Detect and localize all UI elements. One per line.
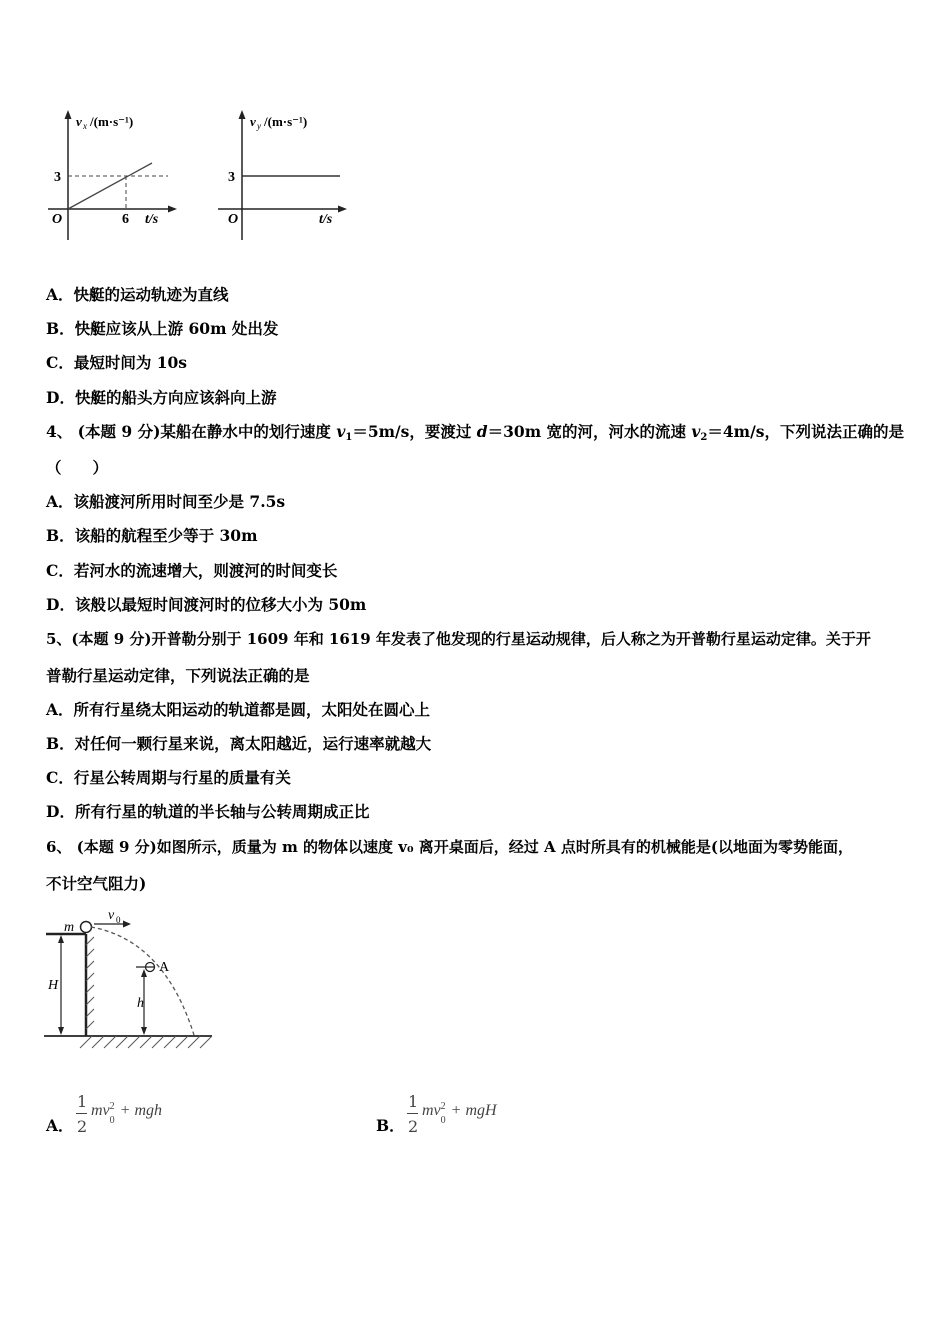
vy-origin: O <box>228 212 239 227</box>
q4-stem-b: ＝5m/s，要渡过 <box>352 422 477 441</box>
option-text: 对任何一颗行星来说，离太阳越近，运行速率就越大 <box>74 734 432 753</box>
q4-v1: v <box>336 422 346 441</box>
q4-stem-d: ＝4m/s，下列说法正确的是 <box>707 422 904 441</box>
option-letter: A． <box>46 492 74 511</box>
q4-stem-c: ＝30m 宽的河，河水的流速 <box>487 422 692 441</box>
q5-stem-line2 <box>46 666 310 686</box>
option-text: 若河水的流速增大，则渡河的时间变长 <box>73 561 338 580</box>
vx-xtick-6: 6 <box>122 212 129 227</box>
vy-label-v: v <box>250 114 256 129</box>
formula-sup: 2 <box>109 1101 115 1112</box>
option-text: 快艇的运动轨迹为直线 <box>73 285 229 304</box>
formula-tail: + mgh <box>119 1102 163 1119</box>
formula-mv: mv <box>91 1102 110 1119</box>
q6-stem-text: 6、 (本题 9 分)如图所示，质量为 m 的物体以速度 v₀ 离开桌面后，经过 A 点时所具有的机械能是(以地面为零势能面， <box>46 838 853 856</box>
option-letter: D． <box>46 802 75 821</box>
height-H-label: H <box>48 978 59 993</box>
q4-stem <box>46 422 904 448</box>
fraction-bar <box>76 1113 87 1114</box>
vx-label-sub: x <box>83 121 87 131</box>
option-letter: B． <box>46 319 75 338</box>
option-letter: B． <box>376 1116 405 1135</box>
option-letter: D． <box>46 595 75 614</box>
option-letter: A． <box>46 1116 74 1135</box>
option-text: 该船渡河所用时间至少是 7.5s <box>73 492 286 511</box>
q4-paren <box>46 458 108 478</box>
vy-ytick-3: 3 <box>228 170 235 185</box>
q5-option-c <box>46 768 291 788</box>
vy-label-unit: /(m·s⁻¹) <box>264 114 308 129</box>
q5-stem-line1 <box>46 629 871 649</box>
option-text: 快艇的船头方向应该斜向上游 <box>74 388 277 407</box>
option-letter: C． <box>46 353 74 372</box>
option-letter: D． <box>46 388 75 407</box>
formula-sup: 2 <box>440 1101 446 1112</box>
vx-xlabel: t/s <box>145 212 159 227</box>
option-text: 该般以最短时间渡河时的位移大小为 50m <box>74 595 367 614</box>
q4-option-b <box>46 526 257 546</box>
option-letter: A． <box>46 285 74 304</box>
formula-sub: 0 <box>109 1115 115 1126</box>
q4-v1-sub: 1 <box>345 432 353 443</box>
vx-origin: O <box>52 212 63 227</box>
height-h-label: h <box>137 996 144 1011</box>
option-letter: C． <box>46 768 74 787</box>
fraction-numerator: 1 <box>408 1092 419 1111</box>
formula-body <box>422 1101 497 1126</box>
q5-option-a <box>46 700 430 720</box>
q3-option-c <box>46 353 187 373</box>
q6-stem-line2 <box>46 874 146 894</box>
mass-label: m <box>64 920 75 935</box>
option-letter: B． <box>46 734 75 753</box>
q6-stem-line1 <box>46 837 853 857</box>
fraction-bar <box>407 1113 418 1114</box>
point-a-label: A <box>159 960 170 975</box>
q3-option-a <box>46 285 229 305</box>
formula-sub: 0 <box>440 1115 446 1126</box>
option-text: 行星公转周期与行星的质量有关 <box>73 768 291 787</box>
q3-option-d <box>46 388 276 408</box>
option-letter: A． <box>46 700 74 719</box>
option-text: 所有行星的轨道的半长轴与公转周期成正比 <box>74 802 370 821</box>
q4-v2: v <box>691 422 701 441</box>
vx-t-graph <box>40 105 180 245</box>
q4-stem-a: 4、 (本题 9 分)某船在静水中的划行速度 <box>46 422 337 441</box>
option-text: 最短时间为 10s <box>73 353 188 372</box>
q4-d: d <box>476 422 488 441</box>
v0-label: v <box>108 908 115 923</box>
vy-label-sub: y <box>257 121 261 131</box>
option-text: 所有行星绕太阳运动的轨道都是圆，太阳处在圆心上 <box>73 700 431 719</box>
option-text: 快艇应该从上游 60m 处出发 <box>74 319 279 338</box>
formula-mv: mv <box>422 1102 441 1119</box>
vx-ytick-3: 3 <box>54 170 61 185</box>
q3-option-b <box>46 319 278 339</box>
fraction-numerator: 1 <box>77 1092 88 1111</box>
v0-label-sub: 0 <box>116 915 121 925</box>
vy-xlabel: t/s <box>319 212 333 227</box>
projectile-figure <box>44 905 219 1055</box>
q6-stem-text: 不计空气阻力) <box>46 874 147 893</box>
fraction-denominator: 2 <box>408 1117 419 1136</box>
q4-v2-sub: 2 <box>700 432 708 443</box>
fraction-denominator: 2 <box>77 1117 88 1136</box>
q4-option-a <box>46 492 285 512</box>
q5-option-d <box>46 802 369 822</box>
option-letter: B． <box>46 526 75 545</box>
option-text: 该船的航程至少等于 30m <box>74 526 258 545</box>
vx-label-v: v <box>76 114 82 129</box>
answer-paren: （ ） <box>46 458 109 477</box>
q4-option-d <box>46 595 366 615</box>
vy-t-graph <box>212 105 352 245</box>
formula-tail: + mgH <box>450 1102 497 1119</box>
q5-stem-text: 5、(本题 9 分)开普勒分别于 1609 年和 1619 年发表了他发现的行星运动规律，后人称之为开普勒行星运动定律。关于开 <box>46 630 871 648</box>
q5-option-b <box>46 734 431 754</box>
q4-option-c <box>46 561 337 581</box>
option-letter: C． <box>46 561 74 580</box>
vx-label-unit: /(m·s⁻¹) <box>90 114 134 129</box>
formula-body <box>91 1101 163 1126</box>
q5-stem-text: 普勒行星运动定律，下列说法正确的是 <box>46 666 310 685</box>
